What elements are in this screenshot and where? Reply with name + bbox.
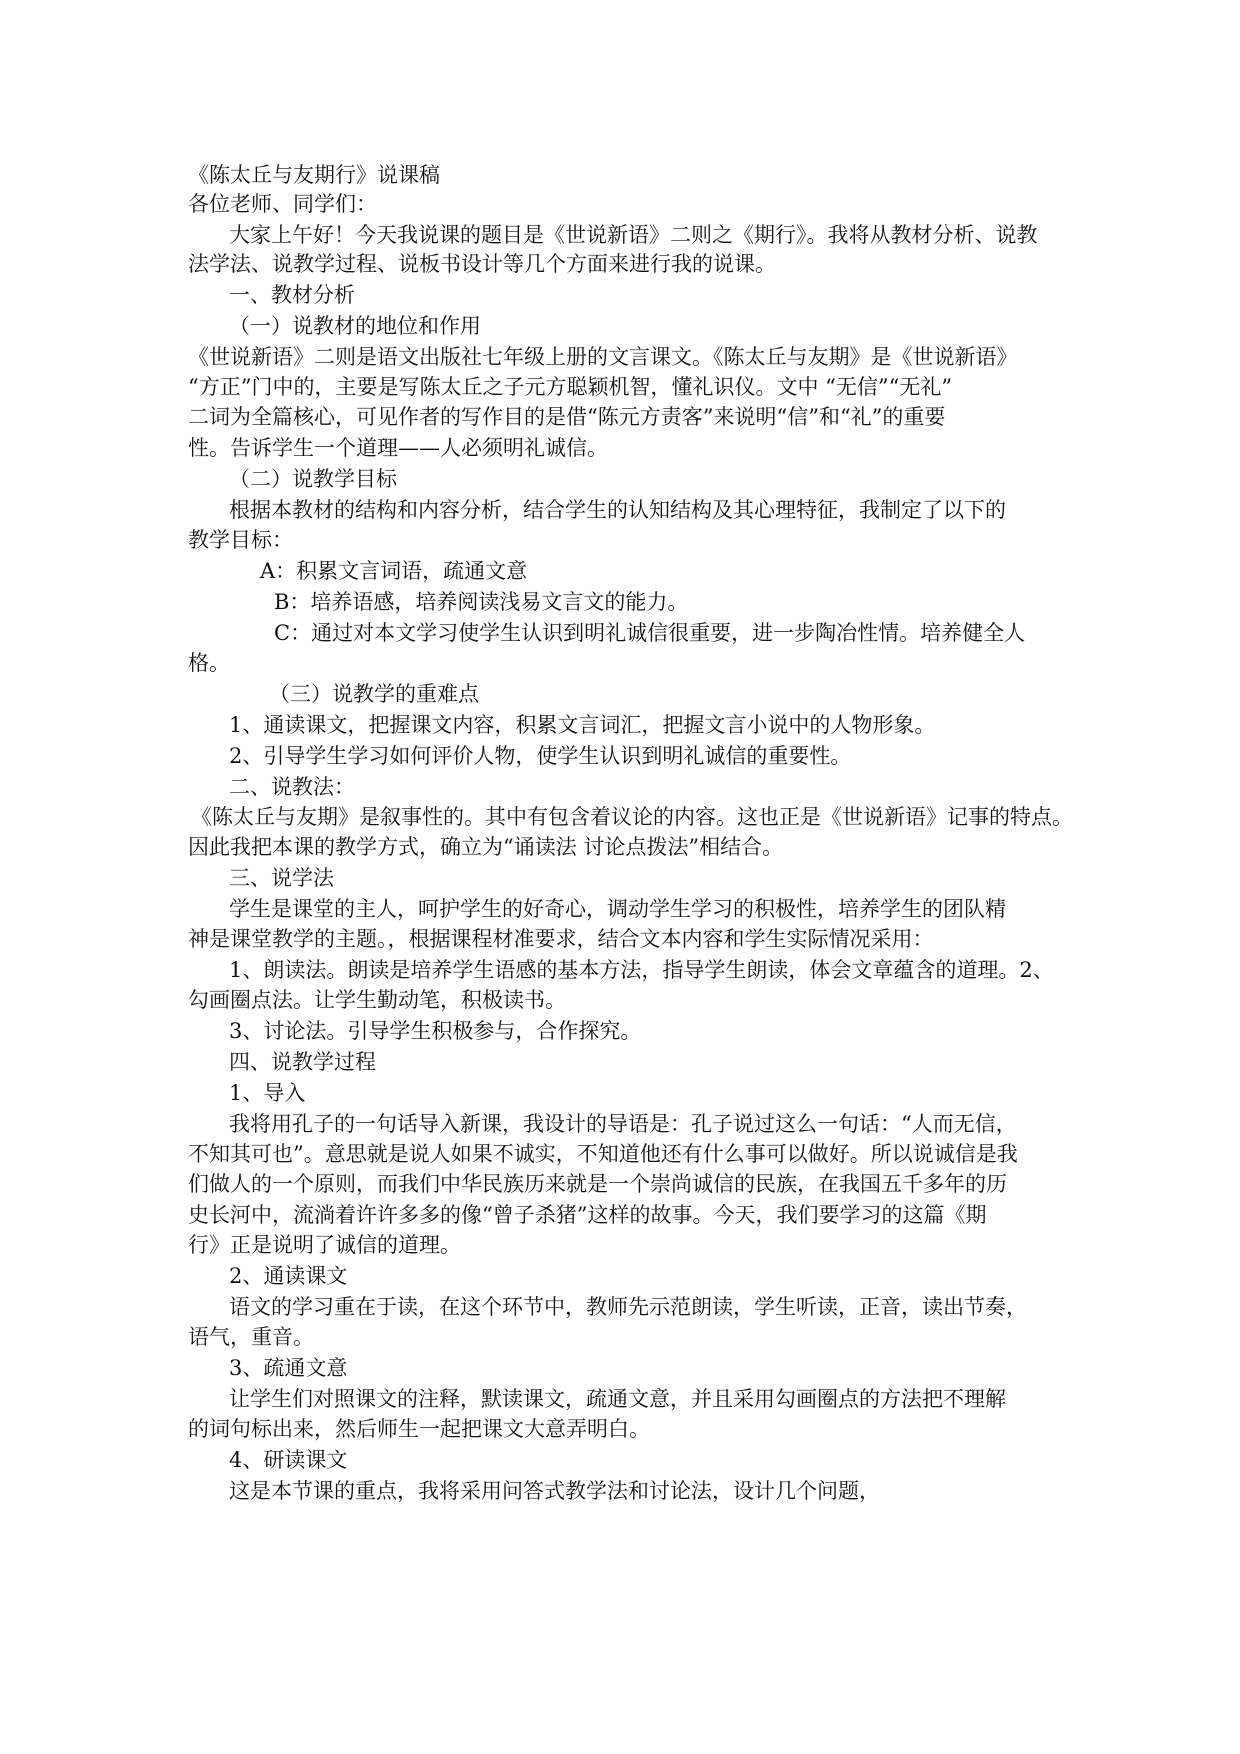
subsection-heading: 3、疏通文意: [229, 1356, 348, 1380]
text-line: 3、讨论法。引导学生积极参与，合作探究。: [229, 1019, 642, 1043]
text-line: 《世说新语》二则是语文出版社七年级上册的文言课文。《陈太丘与友期》是《世说新语》: [188, 345, 1018, 369]
section-heading: 四、说教学过程: [229, 1050, 376, 1074]
text-line: 让学生们对照课文的注释，默读课文，疏通文意，并且采用勾画圈点的方法把不理解: [229, 1387, 1006, 1411]
subsection-heading: 1、导入: [229, 1081, 306, 1105]
subsection-heading: 2、通读课文: [229, 1264, 348, 1288]
text-line: 因此我把本课的教学方式，确立为“诵读法 讨论点拨法”相结合。: [188, 835, 784, 859]
text-line: 史长河中，流淌着许许多多的像“曾子杀猪”这样的故事。今天，我们要学习的这篇《期: [188, 1203, 987, 1227]
salutation: 各位老师、同学们：: [188, 192, 377, 216]
text-line: 们做人的一个原则，而我们中华民族历来就是一个崇尚诚信的民族，在我国五千多年的历: [188, 1172, 1007, 1196]
subsection-heading: （一）说教材的地位和作用: [229, 314, 481, 338]
text-line: 根据本教材的结构和内容分析，结合学生的认知结构及其心理特征，我制定了以下的: [229, 498, 1006, 522]
text-line: 1、通读课文，把握课文内容，积累文言词汇，把握文言小说中的人物形象。: [229, 713, 936, 737]
text-line: “方正”门中的，主要是写陈太丘之子元方聪颖机智，懂礼识仪。文中 “无信”“无礼”: [188, 375, 953, 399]
subsection-heading: （三）说教学的重难点: [269, 682, 479, 706]
text-line: 语文的学习重在于读，在这个环节中，教师先示范朗读，学生听读，正音，读出节奏，: [229, 1295, 1027, 1319]
goal-item: B：培养语感，培养阅读浅易文言文的能力。: [274, 590, 689, 614]
text-line: 《陈太丘与友期》是叙事性的。其中有包含着议论的内容。这也正是《世说新语》记事的特点。: [191, 805, 1073, 829]
text-line: 性。告诉学生一个道理——人必须明礼诚信。: [188, 436, 608, 460]
text-line: 1、朗读法。朗读是培养学生语感的基本方法，指导学生朗读，体会文章蕴含的道理。2、: [229, 958, 1054, 982]
text-line: 这是本节课的重点，我将采用问答式教学法和讨论法，设计几个问题，: [229, 1479, 880, 1503]
subsection-heading: 4、研读课文: [229, 1448, 348, 1472]
text-line: 2、引导学生学习如何评价人物，使学生认识到明礼诚信的重要性。: [229, 744, 852, 768]
text-line: 学生是课堂的主人，呵护学生的好奇心，调动学生学习的积极性，培养学生的团队精: [229, 897, 1006, 921]
document-title: 《陈太丘与友期行》说课稿: [188, 163, 440, 187]
text-line: 语气，重音。: [188, 1325, 314, 1349]
text-line: 法学法、说教学过程、说板书设计等几个方面来进行我的说课。: [188, 252, 776, 276]
text-line: 大家上午好！今天我说课的题目是《世说新语》二则之《期行》。我将从教材分析、说教: [229, 223, 1038, 247]
text-line: 行》正是说明了诚信的道理。: [188, 1233, 461, 1257]
goal-item: C：通过对本文学习使学生认识到明礼诚信很重要，进一步陶冶性情。培养健全人: [274, 621, 1026, 645]
section-heading: 三、说学法: [229, 866, 334, 890]
text-line: 的词句标出来，然后师生一起把课文大意弄明白。: [188, 1417, 650, 1441]
text-line: 不知其可也”。意思就是说人如果不诚实，不知道他还有什么事可以做好。所以说诚信是我: [188, 1142, 1018, 1166]
text-line: 神是课堂教学的主题。，根据课程材准要求，结合文本内容和学生实际情况采用：: [188, 927, 934, 951]
text-line: 教学目标：: [188, 528, 293, 552]
text-line: 勾画圈点法。让学生勤动笔，积极读书。: [188, 988, 566, 1012]
goal-item: A：积累文言词语，疏通文意: [260, 559, 528, 583]
text-line: 格。: [188, 651, 230, 675]
section-heading: 二、说教法：: [229, 775, 355, 799]
text-line: 二词为全篇核心，可见作者的写作目的是借“陈元方责客”来说明“信”和“礼”的重要: [188, 405, 946, 429]
subsection-heading: （二）说教学目标: [229, 467, 397, 491]
section-heading: 一、教材分析: [229, 283, 355, 307]
text-line: 我将用孔子的一句话导入新课，我设计的导语是：孔子说过这么一句话：“人而无信，: [229, 1112, 1017, 1136]
